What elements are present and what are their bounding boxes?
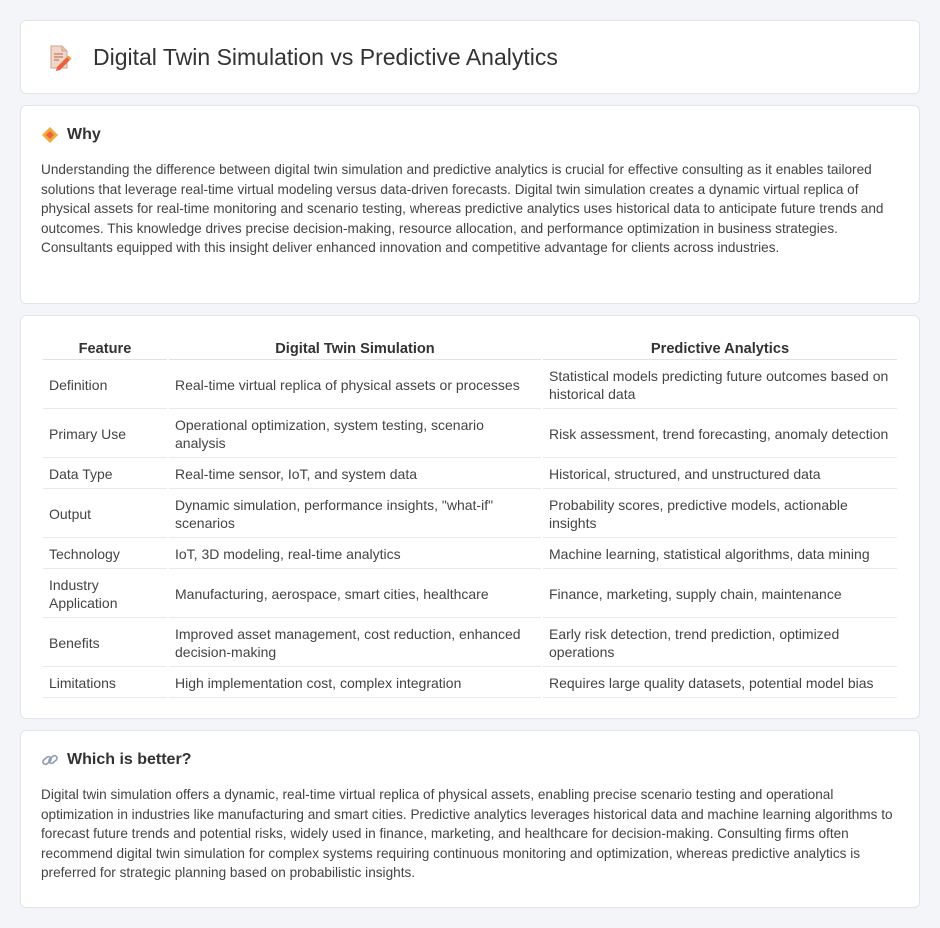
table-cell: Data Type xyxy=(43,460,167,489)
table-cell: IoT, 3D modeling, real-time analytics xyxy=(169,540,541,569)
table-cell: High implementation cost, complex integration xyxy=(169,669,541,698)
table-cell: Improved asset management, cost reduction, enhanced decision-making xyxy=(169,620,541,667)
table-cell: Finance, marketing, supply chain, maintenance xyxy=(543,571,897,618)
table-row xyxy=(43,620,897,667)
link-icon xyxy=(41,751,59,769)
table-cell: Primary Use xyxy=(43,411,167,458)
table-row xyxy=(43,571,897,618)
column-header-predictive-analytics: Predictive Analytics xyxy=(543,338,897,360)
document-pencil-icon xyxy=(45,43,73,71)
table-row xyxy=(43,411,897,458)
table-cell: Risk assessment, trend forecasting, anomaly detection xyxy=(543,411,897,458)
table-cell: Definition xyxy=(43,362,167,409)
table-row xyxy=(43,669,897,698)
table-cell: Machine learning, statistical algorithms, data mining xyxy=(543,540,897,569)
which-heading xyxy=(41,751,899,769)
table-cell: Probability scores, predictive models, actionable insights xyxy=(543,491,897,538)
table-cell: Limitations xyxy=(43,669,167,698)
why-heading xyxy=(41,126,899,144)
table-cell: Early risk detection, trend prediction, optimized operations xyxy=(543,620,897,667)
table-row xyxy=(43,491,897,538)
why-title: Why xyxy=(67,126,101,143)
comparison-table xyxy=(41,336,899,700)
table-cell: Dynamic simulation, performance insights, "what-if" scenarios xyxy=(169,491,541,538)
column-header-digital-twin: Digital Twin Simulation xyxy=(169,338,541,360)
why-section xyxy=(20,105,920,304)
column-header-feature: Feature xyxy=(43,338,167,360)
which-text: Digital twin simulation offers a dynamic, real-time virtual replica of physical assets, enabling precise scenario testing and operational optimization in industries like manufacturing and smart cities. Predictive analytics leverages historical data and machine learning algorithms to forecast future trends and potential risks, widely used in finance, marketing, and healthcare for decision-making. Consulting firms often recommend digital twin simulation for complex systems requiring continuous monitoring and optimization, whereas predictive analytics is preferred for strategic planning based on probabilistic insights. xyxy=(41,787,893,880)
table-header-row xyxy=(43,338,897,360)
table-cell: Statistical models predicting future outcomes based on historical data xyxy=(543,362,897,409)
table-row xyxy=(43,540,897,569)
table-cell: Real-time virtual replica of physical assets or processes xyxy=(169,362,541,409)
table-cell: Operational optimization, system testing, scenario analysis xyxy=(169,411,541,458)
table-cell: Benefits xyxy=(43,620,167,667)
table-cell: Requires large quality datasets, potential model bias xyxy=(543,669,897,698)
which-title: Which is better? xyxy=(67,751,192,768)
which-section xyxy=(20,730,920,908)
diamond-bullet-icon xyxy=(41,126,59,144)
page-title: Digital Twin Simulation vs Predictive Analytics xyxy=(93,43,558,70)
table-cell: Manufacturing, aerospace, smart cities, healthcare xyxy=(169,571,541,618)
table-cell: Historical, structured, and unstructured data xyxy=(543,460,897,489)
table-row xyxy=(43,362,897,409)
table-cell: Output xyxy=(43,491,167,538)
table-cell: Industry Application xyxy=(43,571,167,618)
table-row xyxy=(43,460,897,489)
table-cell: Technology xyxy=(43,540,167,569)
comparison-table-card xyxy=(20,315,920,719)
why-text: Understanding the difference between digital twin simulation and predictive analytics is crucial for effective consulting as it enables tailored solutions that leverage real-time virtual modeling versus data-driven forecasts. Digital twin simulation creates a dynamic virtual replica of physical assets for real-time monitoring and scenario testing, whereas predictive analytics uses historical data to anticipate future trends and outcomes. This knowledge drives precise decision-making, resource allocation, and performance optimization in business strategies. Consultants equipped with this insight deliver enhanced innovation and competitive advantage for clients across industries. xyxy=(41,162,884,255)
table-cell: Real-time sensor, IoT, and system data xyxy=(169,460,541,489)
header-card xyxy=(20,20,920,94)
